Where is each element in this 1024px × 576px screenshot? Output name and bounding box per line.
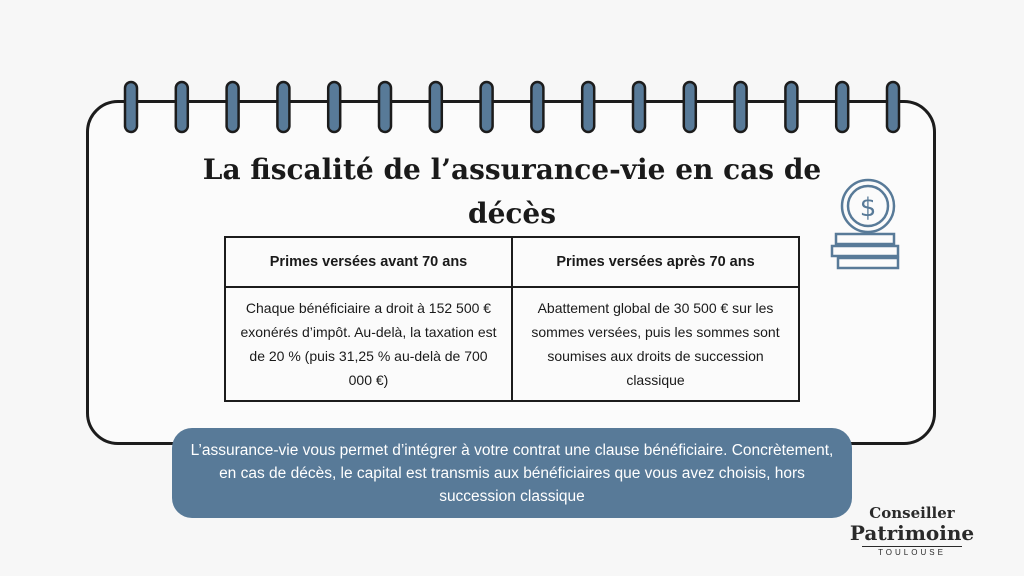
cell-before-70: Chaque bénéficiaire a droit à 152 500 € exonérés d’impôt. Au-delà, la taxation est de 20 % (puis 31,25 % au-delà de 700 000 €) [225,287,512,401]
header-after-70: Primes versées après 70 ans [512,237,799,287]
logo-line-1: Conseiller [869,504,955,522]
svg-text:$: $ [859,193,877,223]
header-before-70: Primes versées avant 70 ans [225,237,512,287]
info-callout: L’assurance-vie vous permet d’intégrer à votre contrat une clause bénéficiaire. Concrètement, en cas de décès, le capital est transmis aux bénéficiaires que vous avez choisis, hors succession classique [172,428,852,518]
dollar-coin-stack-icon [826,178,906,278]
logo-line-2: Patrimoine [849,521,975,545]
logo-line-3: TOULOUSE [862,546,962,559]
page-title: La fiscalité de l’assurance-vie en cas de décès [202,153,822,230]
fiscalite-table [224,236,800,402]
cell-after-70: Abattement global de 30 500 € sur les sommes versées, puis les sommes sont soumises aux droits de succession classique [512,287,799,401]
brand-logo [848,505,976,559]
